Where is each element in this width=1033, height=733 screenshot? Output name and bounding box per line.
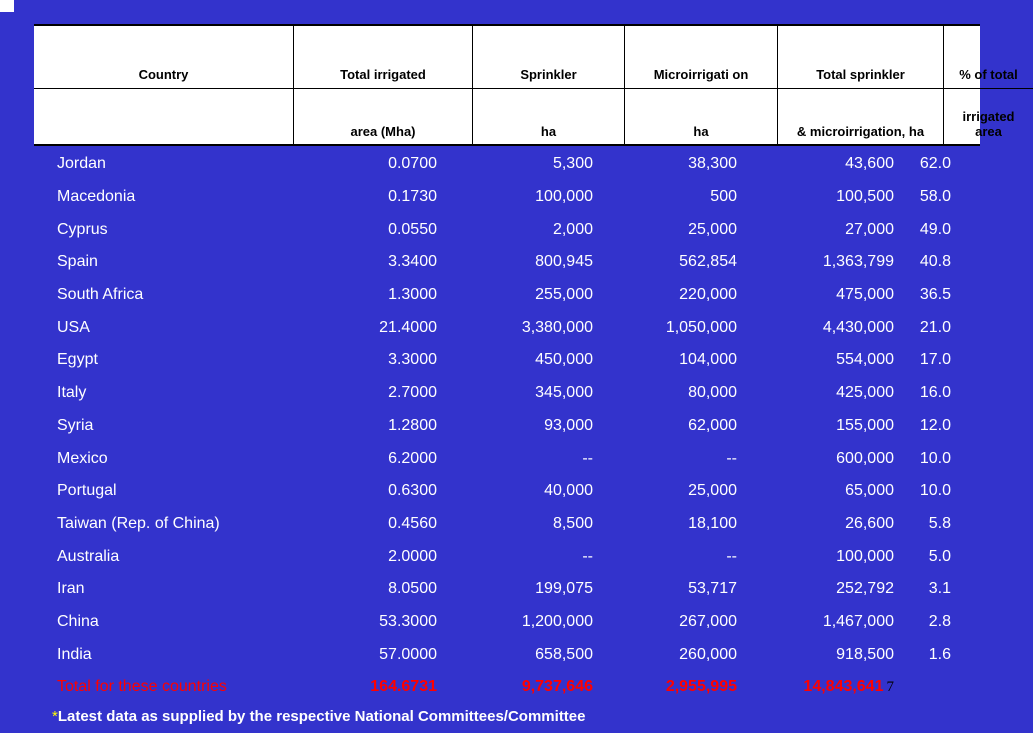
cell-country: USA [57,318,90,336]
cell-sprinkler: 8,500 [552,514,593,532]
cell-pct-total: 3.1 [928,580,951,598]
table-row [34,311,980,344]
cell-microirrigation: -- [726,547,737,565]
cell-sprinkler: 450,000 [535,351,593,369]
total-sm-text: 14,843,641 [803,678,884,696]
header-total-irrigated-sub: area (Mha) [294,89,473,145]
cell-total-sprinkler: 100,500 [836,188,894,206]
header-row-2 [34,89,1033,145]
cell-country: Mexico [57,449,108,467]
header-total-irrigated: Total irrigated [294,26,473,89]
cell-sprinkler: 1,200,000 [521,612,593,630]
header-total-sprinkler-sub: & microirrigation, ha [778,89,944,145]
table-row [34,638,980,671]
header-row-1 [34,26,1033,89]
cell-microirrigation: 260,000 [679,645,737,663]
cell-sprinkler: 40,000 [544,482,593,500]
table-row [34,377,980,410]
cell-pct-total: 10.0 [919,482,951,500]
cell-total-sprinkler: 600,000 [836,449,894,467]
cell-country: Portugal [57,482,117,500]
cell-total-sprinkler: 26,600 [845,514,894,532]
cell-total-sprinkler: 155,000 [836,416,894,434]
table-row [34,475,980,508]
cell-total-irrigated: 2.7000 [388,384,437,402]
table-row [34,606,980,639]
cell-total-irrigated: 0.0700 [388,155,437,173]
header-pct-total-sub: irrigated area [962,109,1015,139]
cell-total-irrigated: 8.0500 [388,580,437,598]
cell-total-sprinkler: 554,000 [836,351,894,369]
cell-pct-total: 21.0 [919,318,951,336]
cell-pct-total: 17.0 [919,351,951,369]
cell-microirrigation: 220,000 [679,286,737,304]
cell-microirrigation: 562,854 [679,253,737,271]
total-sprinkler-value: 9,737,646 [521,678,593,696]
cell-pct-total: 40.8 [919,253,951,271]
header-table [34,26,1033,144]
cell-total-irrigated: 1.3000 [388,286,437,304]
cell-microirrigation: 267,000 [679,612,737,630]
cell-total-irrigated: 57.0000 [379,645,437,663]
footnote-text: Latest data as supplied by the respective National Committees/Committee [57,708,586,725]
cell-pct-total: 5.8 [928,514,951,532]
header-sprinkler: Sprinkler [473,26,625,89]
cell-sprinkler: 93,000 [544,416,593,434]
cell-sprinkler: 5,300 [552,155,593,173]
header-microirrigation: Microirrigati on [625,26,778,89]
cell-total-sprinkler: 918,500 [836,645,894,663]
cell-pct-total: 2.8 [928,612,951,630]
cell-pct-total: 62.0 [919,155,951,173]
header-sprinkler-sub: ha [473,89,625,145]
cell-sprinkler: 100,000 [535,188,593,206]
cell-total-irrigated: 0.0550 [388,220,437,238]
total-row [34,671,980,704]
cell-total-irrigated: 0.4560 [388,514,437,532]
table-row [34,410,980,443]
cell-sprinkler: 800,945 [535,253,593,271]
cell-microirrigation: 38,300 [688,155,737,173]
cell-total-sprinkler: 1,467,000 [822,612,894,630]
cell-total-irrigated: 1.2800 [388,416,437,434]
cell-total-irrigated: 2.0000 [388,547,437,565]
cell-total-irrigated: 0.1730 [388,188,437,206]
total-sprinkler-micro-value [742,678,899,696]
cell-total-sprinkler: 100,000 [836,547,894,565]
cell-pct-total: 49.0 [919,220,951,238]
cell-country: South Africa [57,286,144,304]
total-micro-value: 2,955,995 [665,678,737,696]
cell-microirrigation: 62,000 [688,416,737,434]
total-irrigated-value: 164.6731 [370,678,437,696]
cell-country: India [57,645,92,663]
table-row [34,573,980,606]
cell-country: Italy [57,384,87,402]
cell-sprinkler: 2,000 [552,220,593,238]
cell-country: Australia [57,547,120,565]
cell-total-sprinkler: 475,000 [836,286,894,304]
table-row [34,246,980,279]
header-country-sub [34,89,294,145]
table-row [34,442,980,475]
table-row [34,148,980,181]
cell-total-irrigated: 3.3400 [388,253,437,271]
cell-microirrigation: 80,000 [688,384,737,402]
cell-country: Macedonia [57,188,136,206]
cell-pct-total: 10.0 [919,449,951,467]
cell-microirrigation: 18,100 [688,514,737,532]
cell-total-sprinkler: 65,000 [845,482,894,500]
cell-sprinkler: -- [582,547,593,565]
header-total-sprinkler: Total sprinkler [778,26,944,89]
table-row [34,181,980,214]
cell-country: China [57,612,99,630]
cell-country: Spain [57,253,98,271]
total-label: Total for these countries [57,678,227,696]
cell-total-sprinkler: 425,000 [836,384,894,402]
cell-sprinkler: 255,000 [535,286,593,304]
cell-country: Syria [57,416,94,434]
cell-sprinkler: 199,075 [535,580,593,598]
table-row [34,344,980,377]
cell-microirrigation: 25,000 [688,220,737,238]
cell-total-irrigated: 0.6300 [388,482,437,500]
cell-sprinkler: 658,500 [535,645,593,663]
footnote [52,708,586,725]
cell-microirrigation: -- [726,449,737,467]
header-pct-total: % of total [944,26,1033,89]
cell-total-sprinkler: 27,000 [845,220,894,238]
cell-country: Cyprus [57,220,108,238]
cell-microirrigation: 1,050,000 [665,318,737,336]
cell-total-irrigated: 3.3000 [388,351,437,369]
cell-total-irrigated: 6.2000 [388,449,437,467]
cell-microirrigation: 500 [710,188,737,206]
cell-pct-total: 16.0 [919,384,951,402]
table-row [34,279,980,312]
cell-total-sprinkler: 1,363,799 [822,253,894,271]
cell-country: Egypt [57,351,98,369]
cell-country: Jordan [57,155,106,173]
cell-total-sprinkler: 4,430,000 [822,318,894,336]
slide-number: 7 [886,679,894,696]
cell-pct-total: 12.0 [919,416,951,434]
table-header [34,24,1018,146]
header-microirrigation-sub: ha [625,89,778,145]
footnote-asterisk: * [52,708,58,725]
table-row [34,213,980,246]
cell-total-irrigated: 53.3000 [379,612,437,630]
cell-country: Taiwan (Rep. of China) [57,514,220,532]
cell-total-sprinkler: 252,792 [836,580,894,598]
table-row [34,508,980,541]
cell-country: Iran [57,580,85,598]
cell-pct-total: 5.0 [928,547,951,565]
cell-microirrigation: 53,717 [688,580,737,598]
cell-sprinkler: -- [582,449,593,467]
cell-pct-total: 36.5 [919,286,951,304]
cell-total-irrigated: 21.4000 [379,318,437,336]
cell-microirrigation: 25,000 [688,482,737,500]
table-body [34,148,980,704]
table-row [34,540,980,573]
cell-microirrigation: 104,000 [679,351,737,369]
cell-pct-total: 1.6 [928,645,951,663]
cell-total-sprinkler: 43,600 [845,155,894,173]
cell-sprinkler: 3,380,000 [521,318,593,336]
header-country: Country [34,26,294,89]
corner-marker [0,0,14,12]
cell-sprinkler: 345,000 [535,384,593,402]
cell-pct-total: 58.0 [919,188,951,206]
